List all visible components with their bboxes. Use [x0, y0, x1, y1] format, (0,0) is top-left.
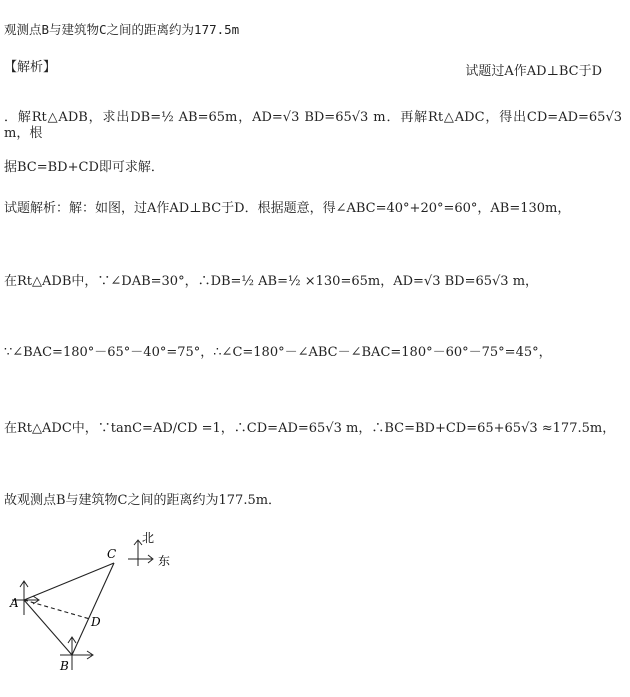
analysis-hint: 试题过A作AD⊥BC于D: [465, 64, 602, 79]
geometry-diagram: [0, 520, 630, 697]
label-b: B: [60, 659, 69, 673]
east-label: 东: [158, 554, 171, 568]
label-c: C: [107, 547, 117, 561]
analysis-line-2: ．解Rt△ADB，求出DB=½ AB=65m，AD=√3 BD=65√3 m．再解Rt△ADC，得出CD=AD=65√3 m，根: [4, 110, 622, 141]
solution-line-2: 在Rt△ADB中，∵∠DAB=30°，∴DB=½ AB=½ ×130=65m，AD=√3 BD=65√3 m，: [4, 274, 539, 289]
answer-line: 观测点B与建筑物C之间的距离约为177.5m: [4, 22, 240, 37]
north-label: 北: [142, 531, 155, 545]
conclusion-line: 故观测点B与建筑物C之间的距离约为177.5m．: [4, 493, 282, 508]
solution-line-3: ∵∠BAC=180°－65°－40°=75°，∴∠C=180°－∠ABC－∠BAC=180°－60°－75°=45°，: [4, 345, 552, 360]
label-d: D: [91, 615, 101, 629]
analysis-label: 【解析】: [4, 60, 57, 75]
solution-line-1: 试题解析：解：如图，过A作AD⊥BC于D．根据题意，得∠ABC=40°+20°=60°，AB=130m，: [4, 201, 571, 216]
solution-line-4: 在Rt△ADC中，∵tanC=AD/CD =1，∴CD=AD=65√3 m，∴BC=BD+CD=65+65√3 ≈177.5m，: [4, 421, 616, 436]
label-a: A: [10, 596, 19, 610]
analysis-line-3: 据BC=BD+CD即可求解．: [4, 160, 164, 175]
